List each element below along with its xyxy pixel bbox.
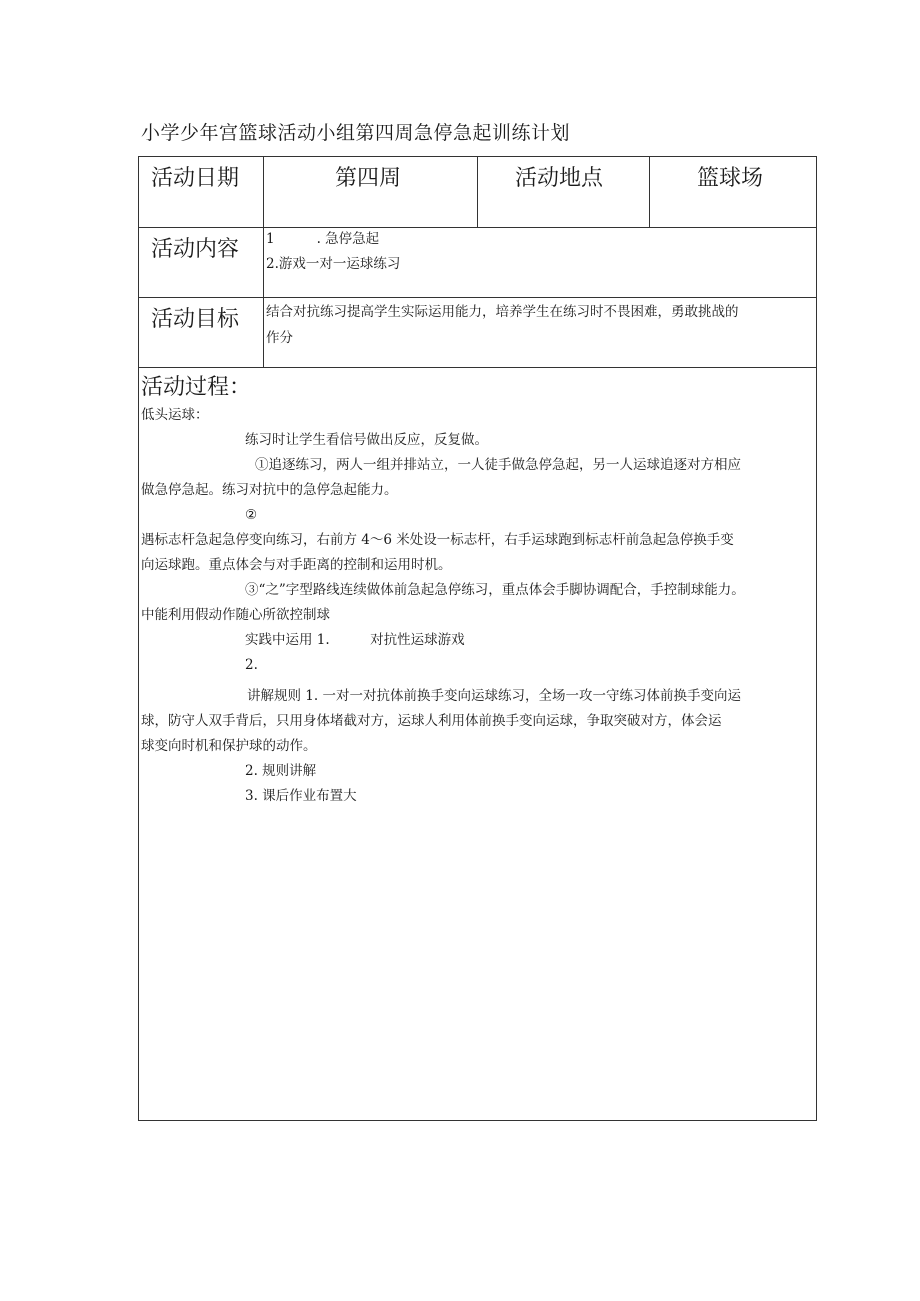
process-line: 球，防守人双手背后，只用身体堵截对方，运球人利用体前换手变向运球，争取突破对方，体会运 bbox=[141, 713, 722, 729]
process-line: 低头运球： bbox=[141, 407, 209, 423]
process-line: ①追逐练习，两人一组并排站立，一人徒手做急停急起，另一人运球追逐对方相应 bbox=[255, 457, 741, 473]
row-divider bbox=[139, 227, 816, 228]
goal-line-1: 结合对抗练习提高学生实际运用能力，培养学生在练习时不畏困难，勇敢挑战的 bbox=[266, 304, 739, 320]
process-line: ② bbox=[245, 507, 258, 523]
process-title: 活动过程： bbox=[141, 375, 252, 400]
content-item-1-text: . 急停急起 bbox=[316, 231, 380, 247]
goal-label: 活动目标 bbox=[151, 307, 240, 332]
process-line: 中能利用假动作随心所欲控制球 bbox=[141, 607, 330, 623]
date-value: 第四周 bbox=[335, 166, 402, 191]
process-line: ③“之”字型路线连续做体前急起急停练习，重点体会手脚协调配合，手控制球能力。 bbox=[245, 582, 745, 598]
content-item-1 bbox=[266, 227, 379, 252]
content-item-1-number: 1 bbox=[266, 231, 275, 247]
process-line: 遇标志杆急起急停变向练习，右前方 4～6 米处设一标志杆，右手运球跑到标志杆前急起急停换手变 bbox=[141, 532, 734, 548]
process-line: 练习时让学生看信号做出反应，反复做。 bbox=[245, 432, 488, 448]
content-label: 活动内容 bbox=[151, 237, 240, 262]
process-line: 实践中运用 1. 对抗性运球游戏 bbox=[245, 632, 465, 648]
column-divider bbox=[263, 157, 264, 367]
process-line: 做急停急起。练习对抗中的急停急起能力。 bbox=[141, 482, 398, 498]
process-line: 向运球跑。重点体会与对手距离的控制和运用时机。 bbox=[141, 557, 452, 573]
date-label: 活动日期 bbox=[151, 166, 240, 191]
process-line: 3. 课后作业布置大 bbox=[245, 788, 357, 804]
process-line: 球变向时机和保护球的动作。 bbox=[141, 738, 317, 754]
process-line: 讲解规则 1. 一对一对抗体前换手变向运球练习，全场一攻一守练习体前换手变向运 bbox=[247, 688, 741, 704]
row-divider bbox=[139, 297, 816, 298]
column-divider bbox=[477, 157, 478, 227]
goal-line-2: 作分 bbox=[266, 330, 293, 346]
process-body bbox=[141, 403, 817, 809]
content-item-2: 2.游戏一对一运球练习 bbox=[266, 256, 401, 272]
row-divider bbox=[139, 367, 816, 368]
place-label: 活动地点 bbox=[515, 166, 604, 191]
process-line: 2. bbox=[245, 657, 258, 673]
column-divider bbox=[649, 157, 650, 227]
activity-plan-table bbox=[138, 156, 817, 1121]
process-line: 2. 规则讲解 bbox=[245, 763, 317, 779]
document-title: 小学少年宫篮球活动小组第四周急停急起训练计划 bbox=[141, 122, 571, 144]
place-value: 篮球场 bbox=[697, 166, 764, 191]
